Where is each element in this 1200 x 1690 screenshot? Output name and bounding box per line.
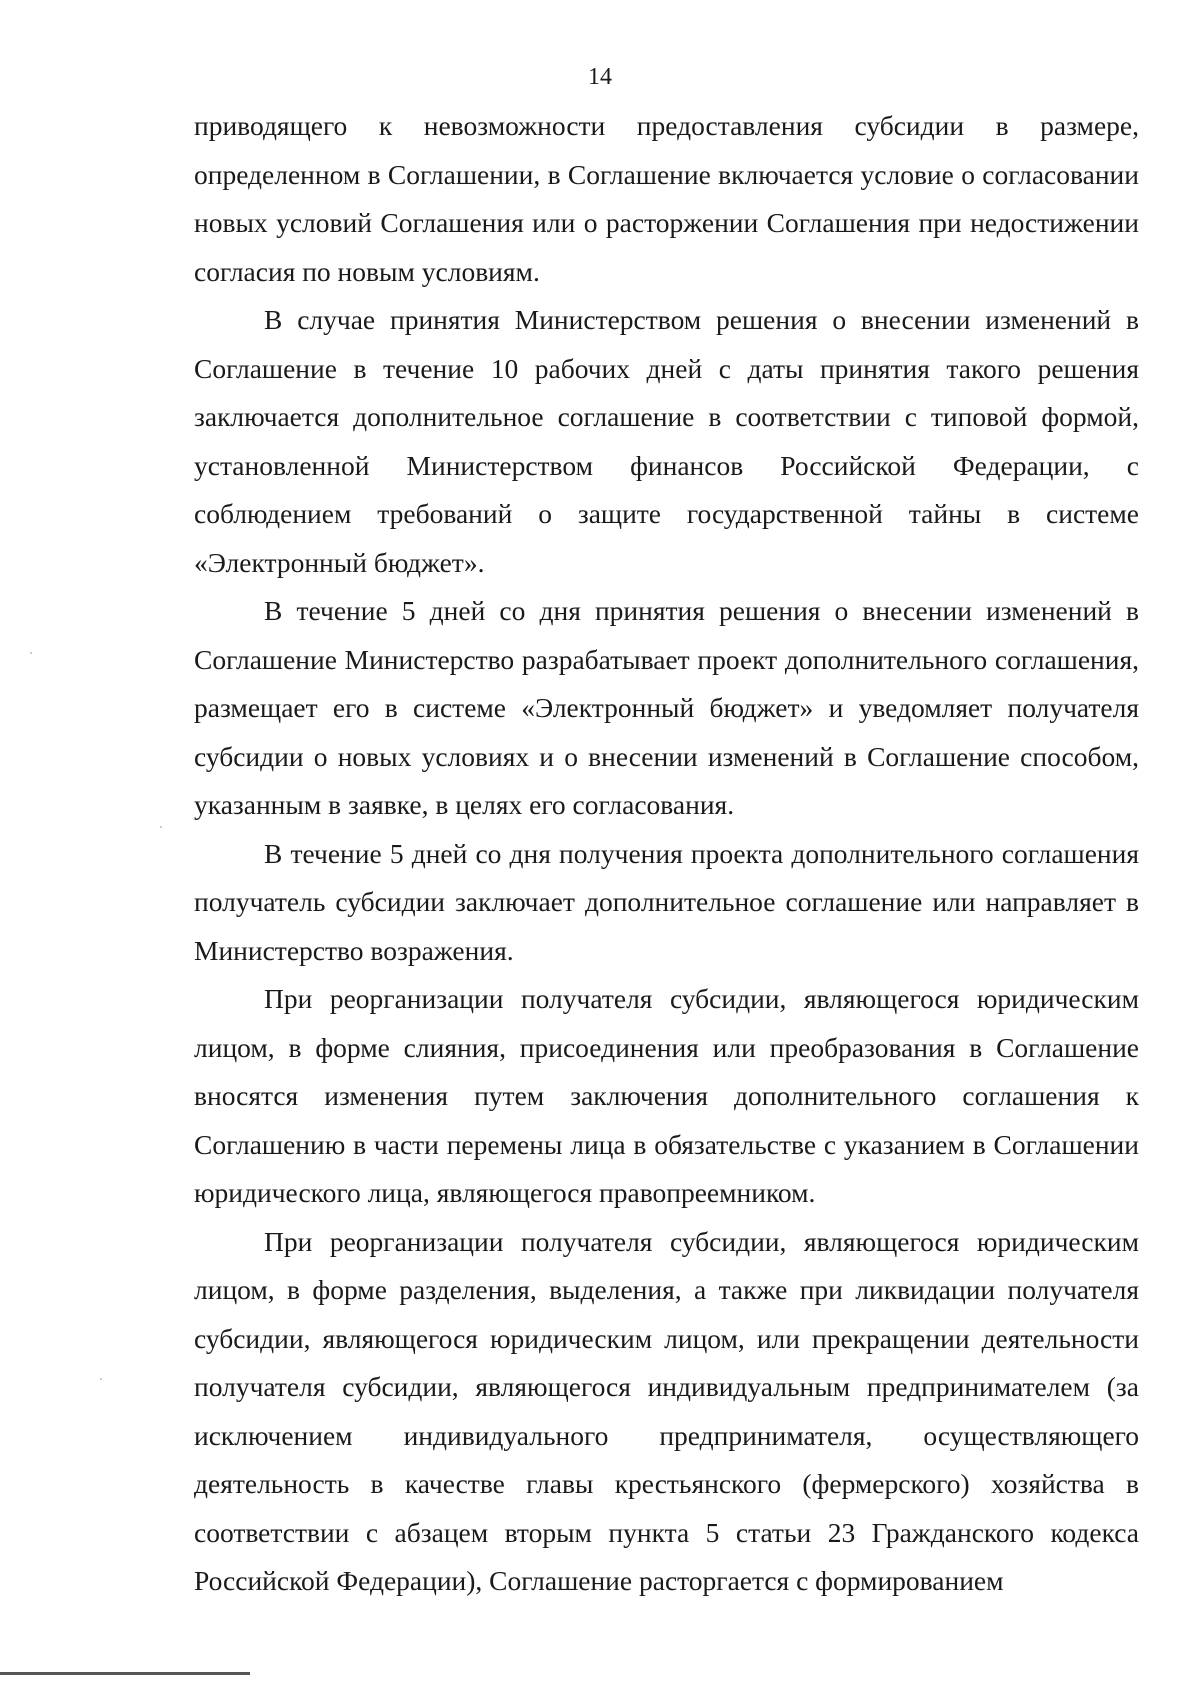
- paragraph-reorganization-merger: При реорганизации получателя субсидии, являющегося юридическим лицом, в форме слияния, присоединения или преобразования в Соглашение вносятся изменения путем заключения дополнительного соглашения к Соглашению в части перемены лица в обязательстве с указанием в Соглашении юридического лица, являющегося правопреемником.: [194, 983, 1139, 1208]
- paragraph-recipient-response: В течение 5 дней со дня получения проекта дополнительного соглашения получатель субсидии заключает дополнительное соглашение или направляет в Министерство возражения.: [194, 837, 1139, 966]
- paragraph-draft-agreement: В течение 5 дней со дня принятия решения о внесении изменений в Соглашение Министерство разрабатывает проект дополнительного соглашения, размещает его в системе «Электронный бюджет» и уведомляет получателя субсидии о новых условиях и о внесении изменений в Соглашение способом, указанным в заявке, в целях его согласования.: [194, 595, 1139, 820]
- scan-edge-line: [0, 1672, 250, 1675]
- scan-speck: [100, 1378, 102, 1380]
- paragraph-amendment-decision: В случае принятия Министерством решения о внесении изменений в Соглашение в течение 10 рабочих дней с даты принятия такого решения заключается дополнительное соглашение в соответствии с типовой формой, установленной Министерством финансов Российской Федерации, с соблюдением требований о защите государственной тайны в системе «Электронный бюджет».: [194, 304, 1139, 578]
- scan-speck: [30, 652, 32, 654]
- scan-speck: [160, 826, 162, 828]
- paragraph-reorganization-division: При реорганизации получателя субсидии, являющегося юридическим лицом, в форме разделения, выделения, а также при ликвидации получателя субсидии, являющегося юридическим лицом, или прекращении деятельности получателя субсидии, являющегося индивидуальным предпринимателем (за исключением индивидуального предпринимателя, осуществляющего деятельность в качестве главы крестьянского (фермерского) хозяйства в соответствии с абзацем вторым пункта 5 статьи 23 Гражданского кодекса Российской Федерации), Соглашение расторгается с формированием: [194, 1225, 1139, 1596]
- paragraph-continued: приводящего к невозможности предоставления субсидии в размере, определенном в Соглашении, в Соглашение включается условие о согласовании новых условий Соглашения или о расторжении Соглашения при недостижении согласия по новым условиям.: [194, 110, 1139, 287]
- document-body: [194, 102, 1139, 1606]
- page-number: 14: [588, 64, 612, 90]
